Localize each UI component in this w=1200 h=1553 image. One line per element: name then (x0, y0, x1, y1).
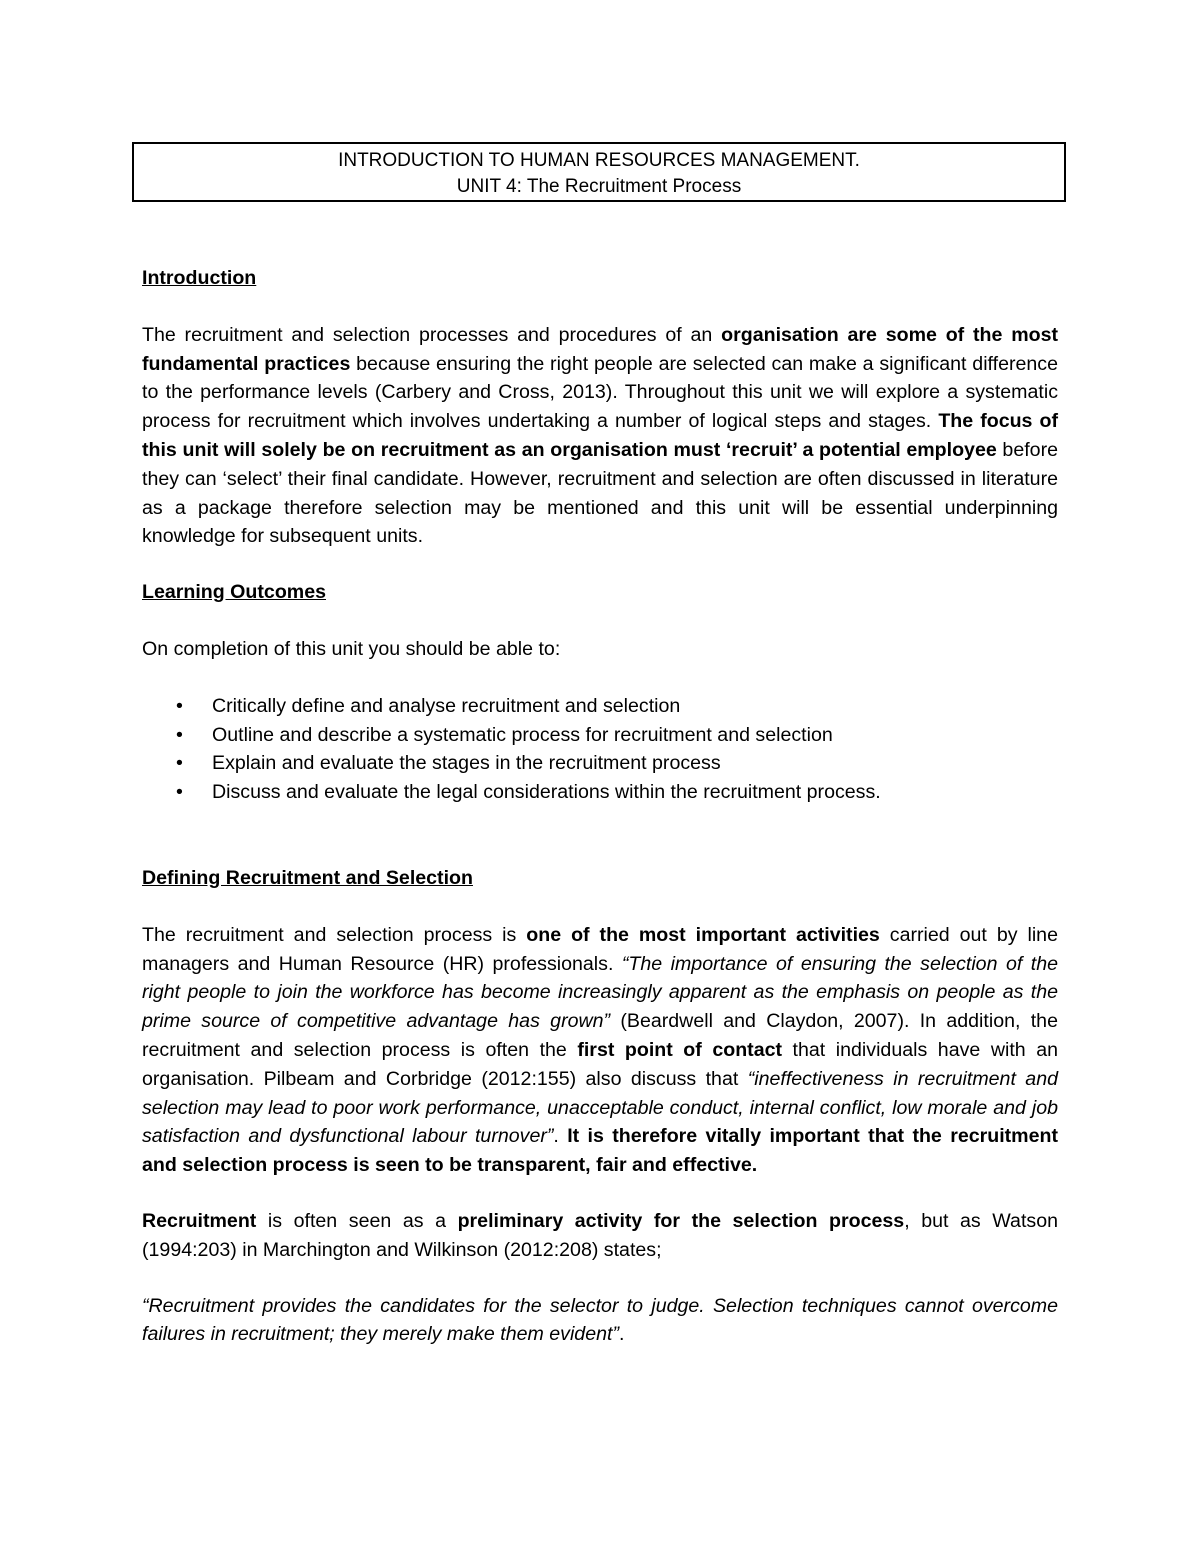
italic-quote: “The importance of ensuring the selection of the right people to join the workforce has become increasingly apparent as the emphasis on people as the prime source of competitive advantage has grown” (142, 952, 1058, 1033)
unit-subtitle: UNIT 4: The Recruitment Process (456, 176, 742, 197)
defining-paragraph-1 (142, 921, 1058, 1180)
list-item (142, 692, 1058, 721)
document-title: INTRODUCTION TO HUMAN RESOURCES MANAGEMENT. (338, 150, 860, 171)
bold-run: first point of contact (577, 1038, 783, 1061)
list-item-text: Critically define and analyse recruitment and selection (212, 694, 681, 717)
bullet-icon: • (176, 781, 183, 804)
introduction-heading: Introduction (142, 267, 257, 289)
italic-quote: “Recruitment provides the candidates for the selector to judge. Selection techniques cannot overcome failures in recruitment; they merely make them evident” (142, 1294, 1058, 1346)
list-item (142, 721, 1058, 750)
bullet-icon: • (176, 752, 183, 775)
defining-paragraph-2 (142, 1207, 1058, 1265)
bold-run: organisation are some of the most fundamental practices (142, 323, 1059, 375)
list-item (142, 778, 1058, 807)
text-run: before they can ‘select’ their final candidate. However, recruitment and selection are often discussed in literature as a package therefore selection may be mentioned and this unit will be essential underpinning knowledge for subsequent units. (142, 438, 1058, 548)
bold-run: one of the most important activities (526, 923, 880, 946)
list-item (142, 749, 1058, 778)
learning-outcomes-heading: Learning Outcomes (142, 581, 326, 604)
text-run: . (553, 1125, 568, 1148)
text-run: The recruitment and selection process is (142, 923, 527, 946)
watson-quote (142, 1292, 1058, 1350)
text-run: because ensuring the right people are selected can make a significant difference to the performance levels (Carbery and Cross, 2013). Throughout this unit we will explore a systematic process for recruitment which involves undertaking a number of logical steps and stages. (142, 352, 1058, 433)
document-body (142, 264, 1058, 1349)
text-run: carried out by line managers and Human Resource (HR) professionals. (142, 923, 1058, 975)
bullet-icon: • (176, 694, 183, 717)
title-box (132, 142, 1066, 202)
text-run: The recruitment and selection processes and procedures of an (142, 323, 722, 346)
text-run: is often seen as a (256, 1209, 458, 1232)
learning-outcomes-intro: On completion of this unit you should be able to: (142, 637, 561, 660)
bold-run: It is therefore vitally important that the recruitment and selection process is seen to be transparent, fair and effective. (142, 1125, 1058, 1177)
bold-run: preliminary activity for the selection process (457, 1209, 905, 1232)
introduction-paragraph (142, 321, 1058, 551)
bold-run: Recruitment (142, 1209, 257, 1232)
text-run: , but as Watson (1994:203) in Marchington and Wilkinson (2012:208) states; (142, 1209, 1058, 1261)
defining-heading: Defining Recruitment and Selection (142, 866, 473, 889)
italic-quote: “ineffectiveness in recruitment and selection may lead to poor work performance, unacceptable conduct, internal conflict, low morale and job satisfaction and dysfunctional labour turnover” (142, 1067, 1058, 1148)
text-run: (Beardwell and Claydon, 2007). In addition, the recruitment and selection process is often the (142, 1010, 1058, 1061)
bold-run: The focus of this unit will solely be on recruitment as an organisation must ‘recruit’ a potential employee (142, 410, 1058, 461)
bullet-icon: • (176, 723, 183, 746)
learning-outcomes-list (142, 692, 1058, 807)
text-run: . (618, 1323, 625, 1346)
text-run: that individuals have with an organisation. Pilbeam and Corbridge (2012:155) also discuss that (142, 1038, 1058, 1090)
list-item-text: Outline and describe a systematic process for recruitment and selection (212, 723, 833, 746)
list-item-text: Discuss and evaluate the legal considerations within the recruitment process. (212, 781, 881, 804)
list-item-text: Explain and evaluate the stages in the recruitment process (212, 752, 721, 775)
